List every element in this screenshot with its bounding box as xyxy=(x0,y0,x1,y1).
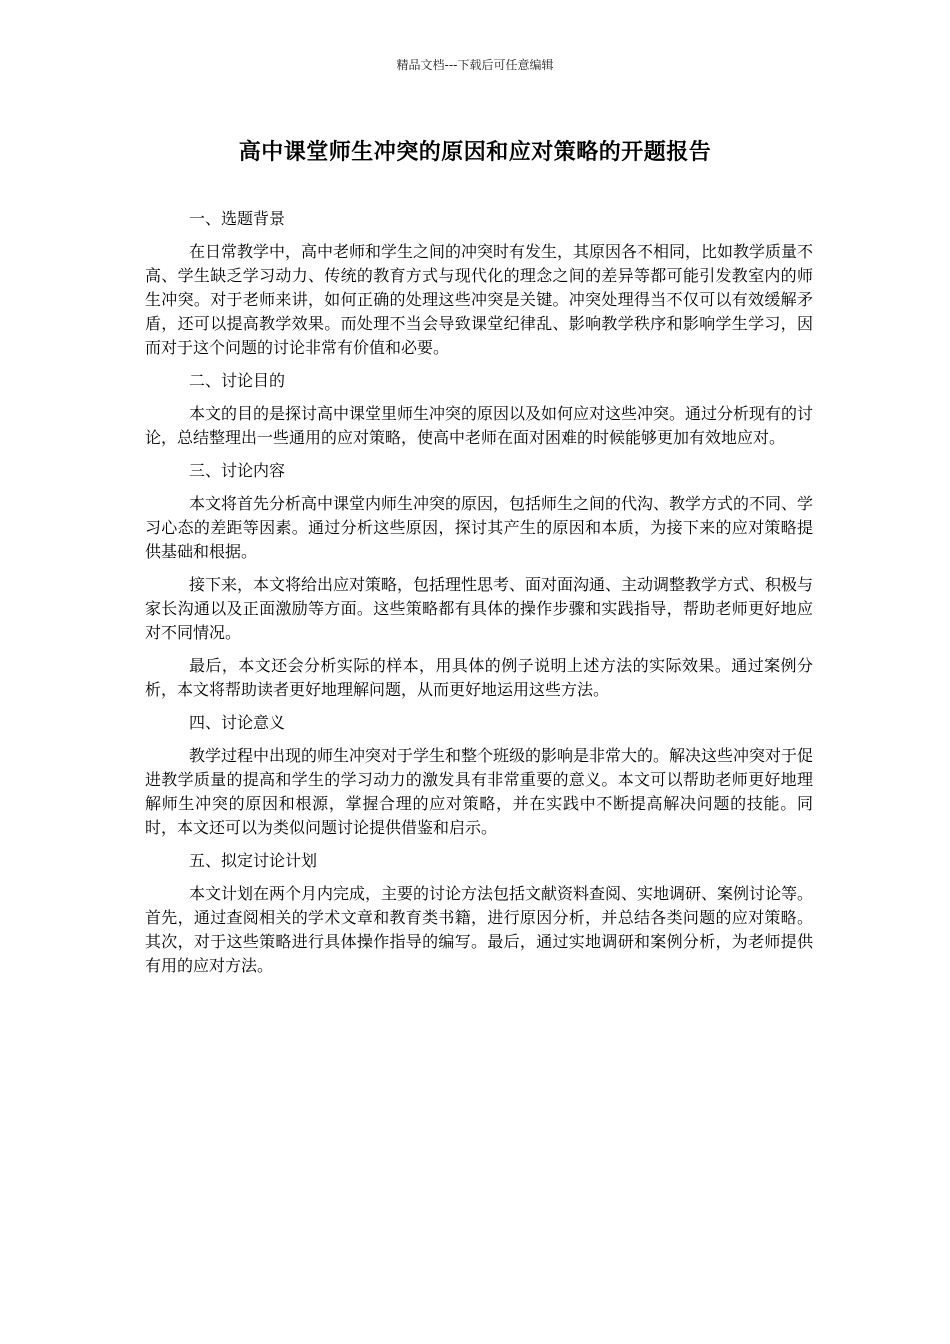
paragraph: 接下来，本文将给出应对策略，包括理性思考、面对面沟通、主动调整教学方式、积极与家长沟通以及正面激励等方面。这些策略都有具体的操作步骤和实践指导，帮助老师更好地应对不同情况。 xyxy=(145,575,814,642)
paragraph: 本文的目的是探讨高中课堂里师生冲突的原因以及如何应对这些冲突。通过分析现有的讨论，总结整理出一些通用的应对策略，使高中老师在面对困难的时候能够更加有效地应对。 xyxy=(145,404,814,447)
section-heading: 四、讨论意义 xyxy=(189,713,286,732)
document-body xyxy=(145,207,813,987)
paragraph: 在日常教学中，高中老师和学生之间的冲突时有发生，其原因各不相同，比如教学质量不高、学生缺乏学习动力、传统的教育方式与现代化的理念之间的差异等都可能引发教室内的师生冲突。对于老师来讲，如何正确的处理这些冲突是关键。冲突处理得当不仅可以有效缓解矛盾，还可以提高教学效果。而处理不当会导致课堂纪律乱、影响教学秩序和影响学生学习，因而对于这个问题的讨论非常有价值和必要。 xyxy=(145,242,814,357)
section-significance xyxy=(145,711,813,840)
paragraph: 本文将首先分析高中课堂内师生冲突的原因，包括师生之间的代沟、教学方式的不同、学习心态的差距等因素。通过分析这些原因，探讨其产生的原因和本质，为接下来的应对策略提供基础和根据。 xyxy=(145,494,814,561)
section-plan xyxy=(145,849,813,978)
section-background xyxy=(145,207,813,360)
section-purpose xyxy=(145,369,813,450)
paragraph: 最后，本文还会分析实际的样本，用具体的例子说明上述方法的实际效果。通过案例分析，本文将帮助读者更好地理解问题，从而更好地运用这些方法。 xyxy=(145,656,813,699)
page-header: 精品文档---下载后可任意编辑 xyxy=(396,58,554,72)
paragraph: 本文计划在两个月内完成，主要的讨论方法包括文献资料查阅、实地调研、案例讨论等。首先，通过查阅相关的学术文章和教育类书籍，进行原因分析，并总结各类问题的应对策略。其次，对于这些策略进行具体操作指导的编写。最后，通过实地调研和案例分析，为老师提供有用的应对方法。 xyxy=(145,884,814,975)
document-title: 高中课堂师生冲突的原因和应对策略的开题报告 xyxy=(238,140,712,165)
section-content xyxy=(145,459,813,702)
paragraph: 教学过程中出现的师生冲突对于学生和整个班级的影响是非常大的。解决这些冲突对于促进教学质量的提高和学生的学习动力的激发具有非常重要的意义。本文可以帮助老师更好地理解师生冲突的原因和根源，掌握合理的应对策略，并在实践中不断提高解决问题的技能。同时，本文还可以为类似问题讨论提供借鉴和启示。 xyxy=(145,746,814,837)
section-heading: 一、选题背景 xyxy=(189,209,286,228)
section-heading: 五、拟定讨论计划 xyxy=(189,851,318,870)
section-heading: 二、讨论目的 xyxy=(189,371,286,390)
section-heading: 三、讨论内容 xyxy=(189,461,286,480)
